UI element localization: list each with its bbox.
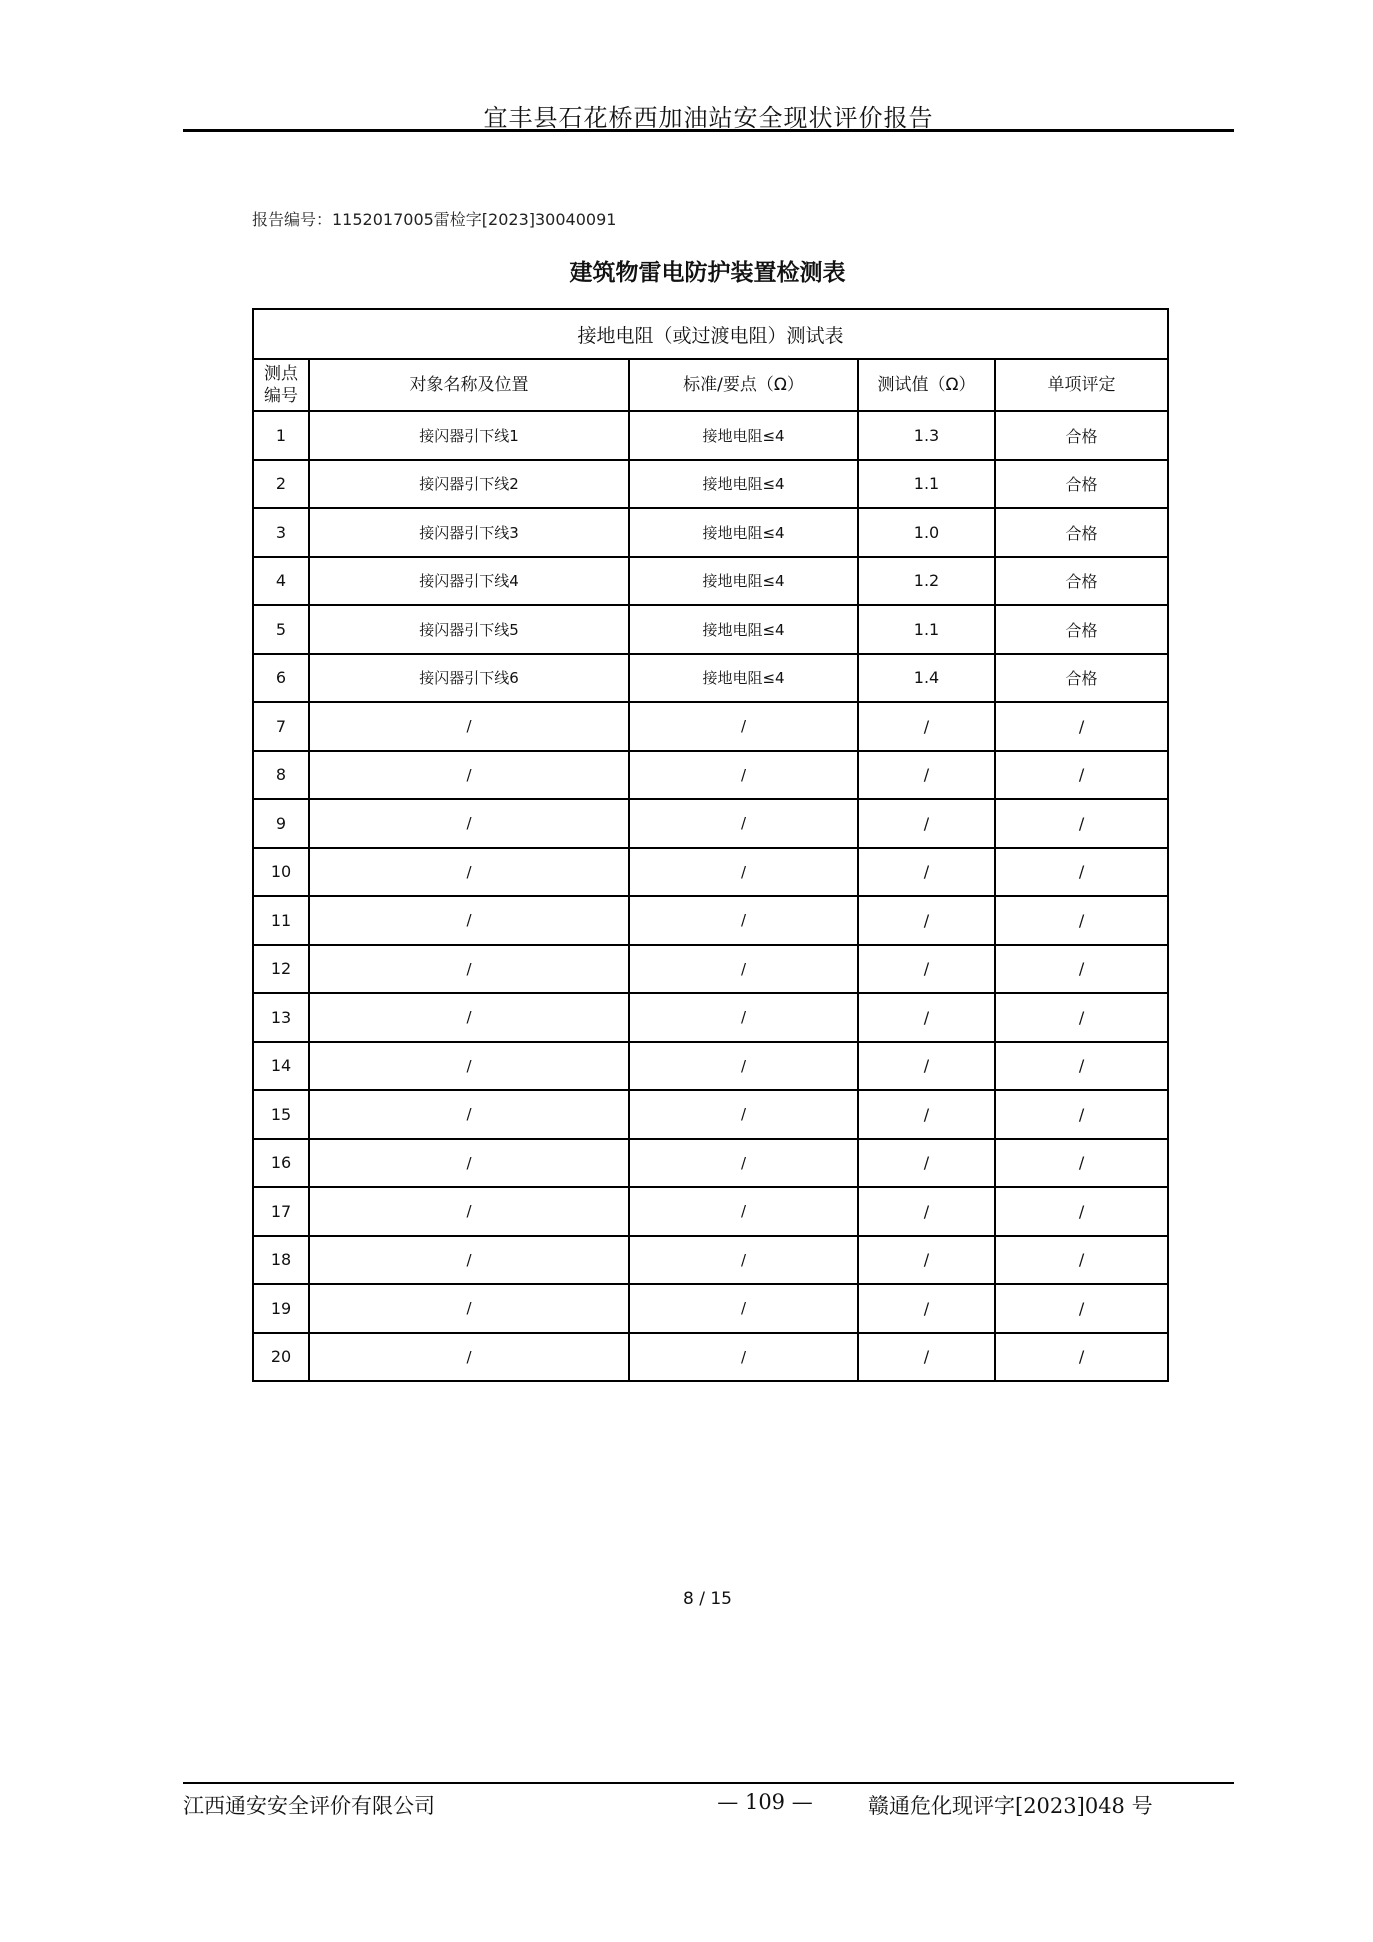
table-row [253, 751, 1168, 800]
cell-rating: 合格 [995, 654, 1168, 703]
cell-standard: / [629, 993, 858, 1042]
cell-object: / [309, 702, 629, 751]
cell-point-no: 2 [253, 460, 309, 509]
table-row [253, 605, 1168, 654]
cell-standard: 接地电阻≤4 [629, 654, 858, 703]
cell-point-no: 4 [253, 557, 309, 606]
cell-point-no: 18 [253, 1236, 309, 1285]
cell-rating: 合格 [995, 508, 1168, 557]
cell-rating: 合格 [995, 557, 1168, 606]
cell-point-no: 6 [253, 654, 309, 703]
table-body [253, 411, 1168, 1381]
header-point-no-line2: 编号 [264, 386, 298, 406]
cell-rating: 合格 [995, 605, 1168, 654]
cell-standard: / [629, 751, 858, 800]
cell-standard: 接地电阻≤4 [629, 605, 858, 654]
cell-point-no: 14 [253, 1042, 309, 1091]
cell-standard: / [629, 1139, 858, 1188]
cell-object: 接闪器引下线4 [309, 557, 629, 606]
cell-standard: / [629, 848, 858, 897]
cell-point-no: 8 [253, 751, 309, 800]
table-row [253, 1187, 1168, 1236]
cell-measured: / [858, 1333, 995, 1382]
cell-measured: 1.3 [858, 411, 995, 460]
cell-standard: 接地电阻≤4 [629, 557, 858, 606]
cell-object: / [309, 1284, 629, 1333]
cell-standard: / [629, 1236, 858, 1285]
cell-measured: / [858, 896, 995, 945]
table-row [253, 411, 1168, 460]
running-header: 宜丰县石花桥西加油站安全现状评价报告 [483, 104, 934, 132]
cell-rating: / [995, 799, 1168, 848]
cell-rating: / [995, 848, 1168, 897]
table-row [253, 896, 1168, 945]
cell-measured: 1.2 [858, 557, 995, 606]
cell-standard: / [629, 1042, 858, 1091]
inner-page-number: 8 / 15 [683, 1589, 732, 1609]
table-row [253, 993, 1168, 1042]
cell-rating: / [995, 702, 1168, 751]
cell-object: / [309, 1139, 629, 1188]
cell-measured: / [858, 1042, 995, 1091]
cell-rating: / [995, 1333, 1168, 1382]
header-rating: 单项评定 [995, 359, 1168, 411]
cell-object: / [309, 1333, 629, 1382]
cell-object: / [309, 896, 629, 945]
cell-measured: / [858, 1187, 995, 1236]
table-row [253, 1090, 1168, 1139]
cell-standard: 接地电阻≤4 [629, 411, 858, 460]
cell-standard: / [629, 1090, 858, 1139]
cell-rating: / [995, 751, 1168, 800]
cell-measured: / [858, 1284, 995, 1333]
cell-standard: 接地电阻≤4 [629, 508, 858, 557]
cell-object: / [309, 1090, 629, 1139]
document-title: 建筑物雷电防护装置检测表 [569, 260, 846, 286]
cell-standard: / [629, 1333, 858, 1382]
header-measured: 测试值（Ω） [858, 359, 995, 411]
table-row [253, 799, 1168, 848]
cell-point-no: 5 [253, 605, 309, 654]
cell-standard: / [629, 799, 858, 848]
cell-standard: / [629, 1187, 858, 1236]
header-point-no [253, 359, 309, 411]
cell-rating: / [995, 1139, 1168, 1188]
cell-rating: / [995, 1187, 1168, 1236]
cell-point-no: 19 [253, 1284, 309, 1333]
footer-page-number: — 109 — [717, 1790, 813, 1814]
cell-point-no: 12 [253, 945, 309, 994]
cell-rating: / [995, 945, 1168, 994]
table-row [253, 848, 1168, 897]
cell-point-no: 10 [253, 848, 309, 897]
cell-measured: 1.1 [858, 460, 995, 509]
cell-measured: 1.4 [858, 654, 995, 703]
cell-point-no: 16 [253, 1139, 309, 1188]
cell-measured: / [858, 1236, 995, 1285]
table-row [253, 1139, 1168, 1188]
cell-rating: / [995, 993, 1168, 1042]
cell-object: / [309, 1236, 629, 1285]
cell-object: / [309, 1187, 629, 1236]
cell-rating: / [995, 1090, 1168, 1139]
footer-rule [183, 1782, 1234, 1784]
cell-standard: / [629, 1284, 858, 1333]
cell-rating: / [995, 896, 1168, 945]
cell-point-no: 17 [253, 1187, 309, 1236]
cell-point-no: 15 [253, 1090, 309, 1139]
cell-standard: / [629, 702, 858, 751]
table-row [253, 1284, 1168, 1333]
cell-object: / [309, 848, 629, 897]
cell-object: 接闪器引下线5 [309, 605, 629, 654]
cell-object: 接闪器引下线1 [309, 411, 629, 460]
table-row [253, 508, 1168, 557]
cell-measured: / [858, 993, 995, 1042]
header-standard: 标准/要点（Ω） [629, 359, 858, 411]
cell-measured: / [858, 751, 995, 800]
cell-measured: / [858, 1139, 995, 1188]
report-number: 报告编号：1152017005雷检字[2023]30040091 [252, 210, 617, 229]
table-row [253, 945, 1168, 994]
cell-object: 接闪器引下线6 [309, 654, 629, 703]
table-row [253, 1236, 1168, 1285]
cell-rating: / [995, 1236, 1168, 1285]
cell-standard: 接地电阻≤4 [629, 460, 858, 509]
cell-standard: / [629, 896, 858, 945]
cell-measured: 1.0 [858, 508, 995, 557]
cell-point-no: 13 [253, 993, 309, 1042]
footer-document-code: 赣通危化现评字[2023]048 号 [868, 1794, 1153, 1818]
cell-object: / [309, 945, 629, 994]
cell-object: 接闪器引下线2 [309, 460, 629, 509]
cell-rating: 合格 [995, 460, 1168, 509]
cell-rating: / [995, 1042, 1168, 1091]
cell-object: / [309, 799, 629, 848]
cell-point-no: 11 [253, 896, 309, 945]
cell-point-no: 9 [253, 799, 309, 848]
cell-measured: / [858, 945, 995, 994]
cell-standard: / [629, 945, 858, 994]
header-object: 对象名称及位置 [309, 359, 629, 411]
table-row [253, 1042, 1168, 1091]
cell-object: 接闪器引下线3 [309, 508, 629, 557]
cell-measured: / [858, 848, 995, 897]
table-row [253, 460, 1168, 509]
cell-rating: 合格 [995, 411, 1168, 460]
table-row [253, 654, 1168, 703]
cell-measured: / [858, 1090, 995, 1139]
cell-object: / [309, 993, 629, 1042]
cell-measured: / [858, 799, 995, 848]
cell-object: / [309, 1042, 629, 1091]
cell-point-no: 20 [253, 1333, 309, 1382]
cell-rating: / [995, 1284, 1168, 1333]
cell-point-no: 1 [253, 411, 309, 460]
cell-measured: 1.1 [858, 605, 995, 654]
footer-company: 江西通安安全评价有限公司 [183, 1794, 435, 1818]
table-row [253, 1333, 1168, 1382]
cell-point-no: 3 [253, 508, 309, 557]
table-row [253, 557, 1168, 606]
cell-point-no: 7 [253, 702, 309, 751]
cell-measured: / [858, 702, 995, 751]
table-row [253, 702, 1168, 751]
cell-object: / [309, 751, 629, 800]
grounding-resistance-table [252, 308, 1169, 1382]
header-rule [183, 129, 1234, 132]
table-caption: 接地电阻（或过渡电阻）测试表 [253, 309, 1168, 359]
header-point-no-line1: 测点 [264, 364, 298, 384]
